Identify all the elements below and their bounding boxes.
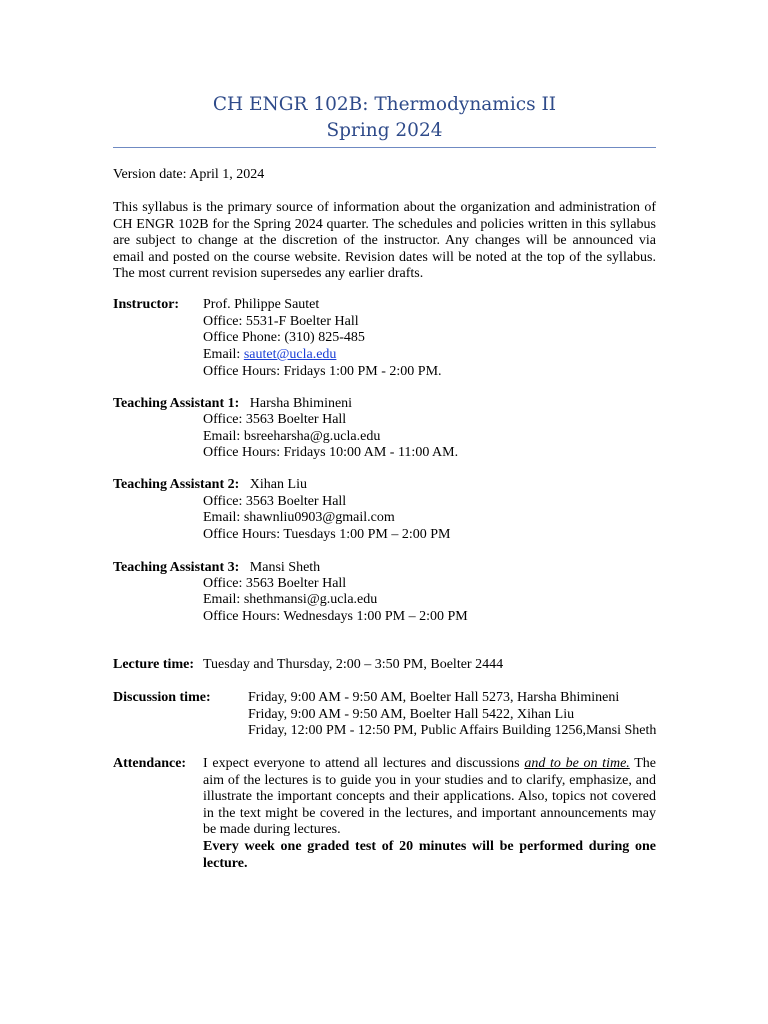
discussion-line: Friday, 9:00 AM - 9:50 AM, Boelter Hall 5273, Harsha Bhimineni — [248, 690, 620, 705]
course-title: CH ENGR 102B: Thermodynamics II — [212, 94, 557, 115]
title-divider — [113, 147, 656, 148]
ta2-office: Office: 3563 Boelter Hall — [203, 494, 347, 509]
instructor-email-row — [203, 347, 336, 364]
attendance-test-note: Every week one graded test of 20 minutes will be performed during one lecture. — [203, 838, 656, 871]
discussion-line: Friday, 9:00 AM - 9:50 AM, Boelter Hall 5422, Xihan Liu — [248, 707, 575, 722]
lecture-label: Lecture time: — [113, 657, 194, 672]
ta2-name: Xihan Liu — [249, 477, 307, 492]
ta2-hours: Office Hours: Tuesdays 1:00 PM – 2:00 PM — [203, 527, 451, 542]
attendance-label: Attendance: — [113, 756, 187, 771]
ta3-hours: Office Hours: Wednesdays 1:00 PM – 2:00 PM — [203, 609, 468, 624]
term-title: Spring 2024 — [326, 120, 443, 141]
ta3-label: Teaching Assistant 3: — [113, 560, 240, 575]
ta1-email: Email: bsreeharsha@g.ucla.edu — [203, 429, 381, 444]
instructor-email-link[interactable]: sautet@ucla.edu — [243, 347, 337, 362]
instructor-office: Office: 5531-F Boelter Hall — [203, 314, 359, 329]
ta3-office: Office: 3563 Boelter Hall — [203, 576, 347, 591]
instructor-hours: Office Hours: Fridays 1:00 PM - 2:00 PM. — [203, 364, 442, 379]
attendance-text-rest: The aim of the lectures is to guide you in your studies and to clarify, emphasize, and illustrate the important concepts and their applications. Also, topics not covered in the text might be covered in the lectures, and important announcements may be made during lectures. — [203, 756, 656, 838]
discussion-line: Friday, 12:00 PM - 12:50 PM, Public Affairs Building 1256,Mansi Sheth — [248, 723, 657, 738]
discussion-label: Discussion time: — [113, 690, 211, 705]
ta1-office: Office: 3563 Boelter Hall — [203, 412, 347, 427]
attendance-text — [203, 756, 656, 872]
ta1-label: Teaching Assistant 1: — [113, 396, 240, 411]
ta3-email: Email: shethmansi@g.ucla.edu — [203, 592, 378, 607]
ta1-hours: Office Hours: Fridays 10:00 AM - 11:00 AM. — [203, 445, 459, 460]
attendance-bold-note-row — [203, 839, 656, 872]
document-title — [113, 92, 656, 144]
attendance-text-start: I expect everyone to attend all lectures and discussions — [203, 756, 525, 771]
ta1-name: Harsha Bhimineni — [249, 396, 353, 411]
ta2-header — [113, 477, 307, 494]
ta3-header — [113, 560, 320, 577]
version-date: Version date: April 1, 2024 — [113, 167, 265, 182]
instructor-phone: Office Phone: (310) 825-485 — [203, 330, 365, 345]
ta3-name: Mansi Sheth — [249, 560, 321, 575]
instructor-label: Instructor: — [113, 297, 180, 312]
instructor-email-label: Email: — [203, 347, 244, 362]
instructor-name: Prof. Philippe Sautet — [203, 297, 320, 312]
attendance-emphasis: and to be on time. — [524, 756, 630, 771]
ta2-label: Teaching Assistant 2: — [113, 477, 240, 492]
lecture-time: Tuesday and Thursday, 2:00 – 3:50 PM, Boelter 2444 — [203, 657, 504, 672]
ta1-header — [113, 396, 352, 413]
intro-paragraph: This syllabus is the primary source of information about the organization and administration of CH ENGR 102B for the Spring 2024 quarter. The schedules and policies written in this syllabus are subject to change at the discretion of the instructor. Any changes will be announced via email and posted on the course website. Revision dates will be noted at the top of the syllabus. The most current revision supersedes any earlier drafts. — [113, 200, 656, 282]
ta2-email: Email: shawnliu0903@gmail.com — [203, 510, 395, 525]
